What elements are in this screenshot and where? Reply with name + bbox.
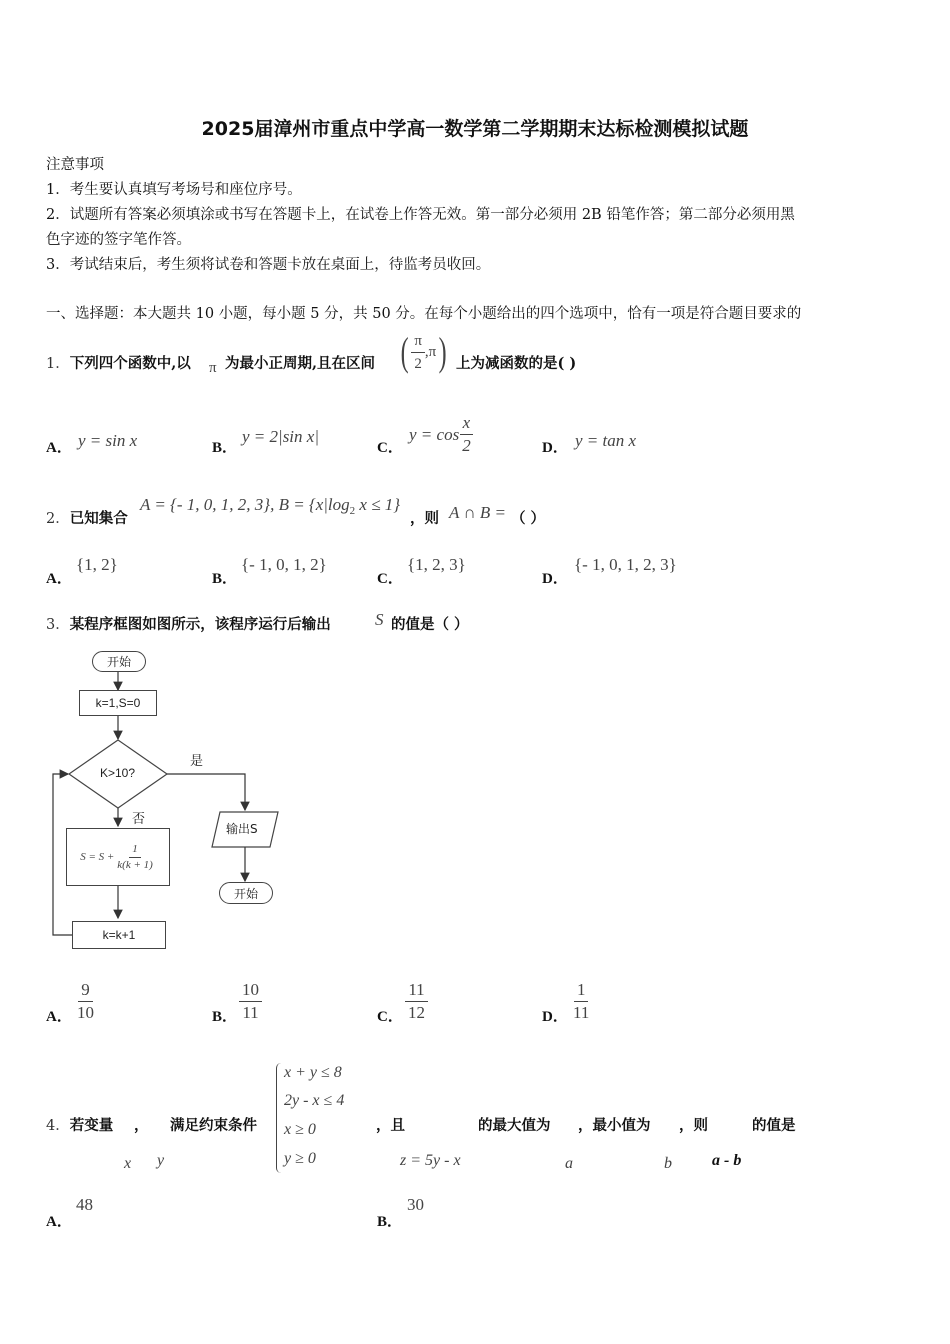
- question-text: 为最小正周期,且在区间: [225, 355, 376, 372]
- diff-expr: a - b: [712, 1152, 742, 1169]
- question-text: 满足约束条件: [170, 1117, 257, 1134]
- interval-expr: ( $\frac{\pi}{2}$ ,π ): [400, 329, 447, 374]
- option-b-expr: {- 1, 0, 1, 2}: [241, 555, 327, 574]
- flow-init: k=1,S=0: [79, 690, 157, 716]
- option-label[interactable]: D．: [542, 440, 568, 456]
- option-label[interactable]: A．: [46, 1214, 72, 1230]
- objective-expr: z = 5y - x: [400, 1152, 461, 1169]
- question-text: 的最大值为: [478, 1117, 551, 1134]
- var-b: b: [664, 1155, 672, 1172]
- option-label[interactable]: A．: [46, 440, 72, 456]
- var-s: S: [375, 610, 384, 629]
- question-text: ，: [134, 1117, 149, 1134]
- option-label[interactable]: C．: [377, 440, 403, 456]
- note-item: 色字迹的签字笔作答。: [46, 232, 191, 248]
- option-label[interactable]: B．: [212, 571, 238, 587]
- question-number: 3．: [46, 617, 70, 633]
- flow-body: S = S + $\frac{1}{k(k + 1)}$: [66, 828, 170, 886]
- flow-increment: k=k+1: [72, 921, 166, 949]
- question-text: 已知集合: [69, 510, 128, 527]
- constraint: x + y ≤ 8: [284, 1064, 342, 1081]
- question-text: 某程序框图如图所示，该程序运行后输出: [69, 616, 331, 633]
- question-text: ，最小值为: [578, 1117, 651, 1134]
- question-text: ，则: [410, 510, 439, 527]
- flow-yes-label: 是: [190, 754, 204, 769]
- intersection-expr: A ∩ B =: [449, 503, 506, 522]
- constraint-brace: [276, 1063, 281, 1173]
- note-item: 1．考生要认真填写考场号和座位序号。: [46, 182, 302, 198]
- option-a-expr: 48: [76, 1195, 93, 1214]
- option-b-expr: y = 2|sin x|: [242, 427, 319, 446]
- option-label[interactable]: B．: [377, 1214, 403, 1230]
- option-label[interactable]: D．: [542, 1009, 568, 1025]
- question-number: 1．: [46, 356, 70, 372]
- question-text: 的值是（ ）: [391, 616, 469, 633]
- option-label[interactable]: C．: [377, 571, 403, 587]
- question-1: [46, 352, 191, 373]
- note-item: 2．试题所有答案必须填涂或书写在答题卡上，在试卷上作答无效。第一部分必须用 2B 铅笔作答；第二部分必须用黑: [46, 207, 795, 223]
- question-text: 下列四个函数中,以: [69, 355, 191, 372]
- question-2: [46, 507, 128, 528]
- option-a-frac: $\frac{9}{10}$: [77, 980, 94, 1022]
- option-c-expr: {1, 2, 3}: [407, 555, 466, 574]
- flow-start: 开始: [92, 651, 146, 672]
- flow-output: 输出S: [226, 822, 258, 836]
- option-label[interactable]: A．: [46, 571, 72, 587]
- flow-end: 开始: [219, 882, 273, 904]
- option-label[interactable]: B．: [212, 1009, 238, 1025]
- option-a-expr: y = sin x: [78, 431, 138, 450]
- question-number: 2．: [46, 511, 70, 527]
- option-label[interactable]: C．: [377, 1009, 403, 1025]
- option-label[interactable]: A．: [46, 1009, 72, 1025]
- constraint: 2y - x ≤ 4: [284, 1092, 345, 1109]
- option-d-expr: y = tan x: [575, 431, 637, 450]
- notes-heading: 注意事项: [46, 157, 104, 173]
- flow-arrow: [167, 774, 245, 810]
- question-text: ，且: [376, 1117, 405, 1134]
- option-c-frac: $\frac{11}{12}$: [405, 979, 428, 1024]
- option-b-frac: $\frac{10}{11}$: [239, 979, 262, 1024]
- var-x: x: [124, 1155, 132, 1172]
- flow-condition: K>10?: [100, 766, 136, 780]
- var-y: y: [157, 1152, 165, 1169]
- question-3: [46, 613, 331, 634]
- set-expr: A = {- 1, 0, 1, 2, 3}, $B = \{x|\log_2$ x ≤ 1}: [140, 495, 401, 518]
- option-c-expr: y = cos $\frac{x}{2}$: [409, 412, 474, 457]
- option-a-expr: {1, 2}: [76, 555, 118, 574]
- option-label[interactable]: B．: [212, 440, 238, 456]
- option-label[interactable]: D．: [542, 571, 568, 587]
- option-d-expr: {- 1, 0, 1, 2, 3}: [574, 555, 677, 574]
- constraint: y ≥ 0: [284, 1150, 316, 1167]
- question-text: ，则: [679, 1117, 708, 1134]
- question-text: 若变量: [69, 1117, 114, 1134]
- pi-symbol: π: [209, 360, 217, 376]
- question-text: 上为减函数的是( ): [456, 355, 577, 372]
- option-b-expr: 30: [407, 1195, 424, 1214]
- question-number: 4．: [46, 1118, 70, 1134]
- flow-no-label: 否: [132, 812, 146, 827]
- constraint: x ≥ 0: [284, 1121, 316, 1138]
- option-d-frac: $\frac{1}{11}$: [573, 980, 590, 1022]
- question-4: [46, 1114, 113, 1135]
- var-a: a: [565, 1155, 573, 1172]
- question-text: 的值是: [752, 1117, 796, 1134]
- note-item: 3．考试结束后，考生须将试卷和答题卡放在桌面上，待监考员收回。: [46, 257, 491, 273]
- section-heading: 一、选择题：本大题共 10 小题，每小题 5 分，共 50 分。在每个小题给出的四个选项中，恰有一项是符合题目要求的: [46, 306, 802, 322]
- page-title: 2025届漳州市重点中学高一数学第二学期期末达标检测模拟试题: [201, 118, 749, 140]
- answer-paren: （ ）: [511, 510, 546, 527]
